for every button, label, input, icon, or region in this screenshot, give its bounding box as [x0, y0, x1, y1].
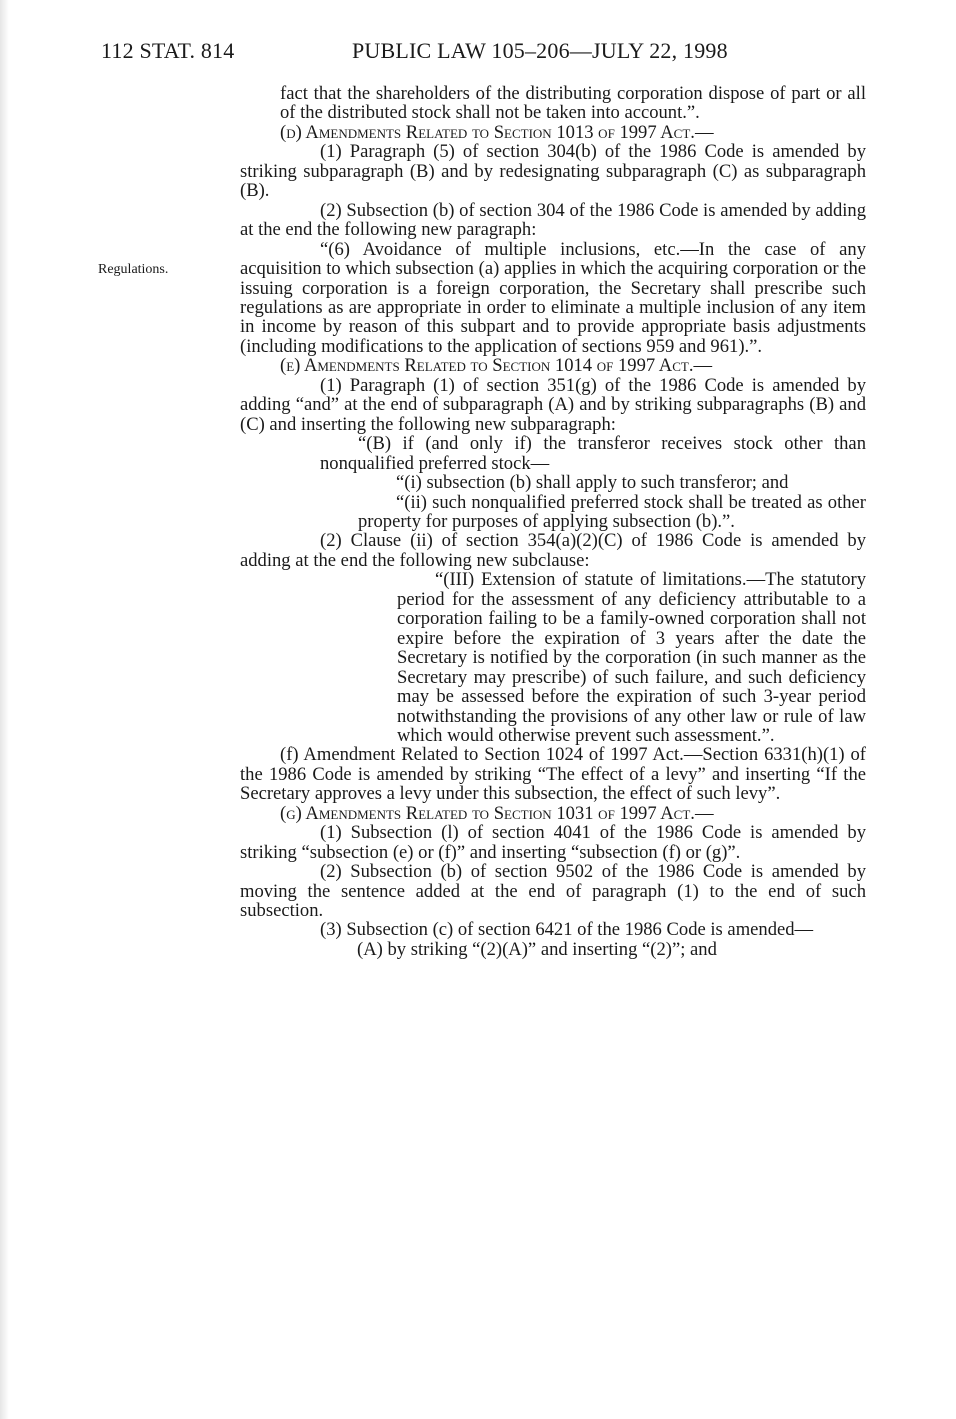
- heading-subsection-g: (g) Amendments Related to Section 1031 of 1997 Act.—: [280, 802, 714, 824]
- quoted-subparagraph-b: “(B) if (and only if) the transferor receives stock other than nonqualified preferred stock—: [320, 433, 866, 474]
- statute-page-number: 112 STAT. 814: [101, 38, 235, 63]
- quoted-subclause-iii: “(III) Extension of statute of limitations.—The statutory period for the assessment of any deficiency attributable to a corporation failing to be a family-owned corporation shall not expire before the expiration of 3 years after the date the Secretary is notified by the corporation (in such manner as the Secretary may prescribe) of such failure, and such deficiency may be assessed before the expiration of such 3-year period notwithstanding the provisions of any other law or rule of law which would otherwise prevent such assessment.”.: [397, 569, 866, 746]
- quoted-clause-i: “(i) subsection (b) shall apply to such transferor; and: [396, 472, 789, 494]
- paragraph-d-1: (1) Paragraph (5) of section 304(b) of the 1986 Code is amended by striking subparagraph (B) and by redesignating subparagraph (C) as subparagraph (B).: [240, 141, 866, 202]
- paragraph-e-1: (1) Paragraph (1) of section 351(g) of the 1986 Code is amended by adding “and” at the end of subparagraph (A) and by striking subparagraphs (B) and (C) and inserting the following new subparagraph:: [240, 374, 866, 435]
- paragraph-g-3: (3) Subsection (c) of section 6421 of the 1986 Code is amended—: [320, 919, 814, 941]
- heading-subsection-d: (d) Amendments Related to Section 1013 of 1997 Act.—: [280, 121, 714, 143]
- running-header: PUBLIC LAW 105–206—JULY 22, 1998: [352, 38, 728, 63]
- paragraph-g-2: (2) Subsection (b) of section 9502 of the 1986 Code is amended by moving the sentence added at the end of paragraph (1) to the end of such subsection.: [240, 861, 866, 922]
- body-text: [240, 84, 866, 959]
- paragraph-g-1: (1) Subsection (l) of section 4041 of the 1986 Code is amended by striking “subsection (e) or (f)” and inserting “subsection (f) or (g)”.: [240, 822, 866, 863]
- paragraph-d-2: (2) Subsection (b) of section 304 of the 1986 Code is amended by adding at the end the following new paragraph:: [240, 199, 866, 241]
- heading-subsection-e: (e) Amendments Related to Section 1014 of 1997 Act.—: [280, 355, 713, 377]
- quoted-paragraph-6: “(6) Avoidance of multiple inclusions, etc.—In the case of any acquisition to which subsection (a) applies in which the acquiring corporation or the issuing corporation is a foreign corporation, the Secretary shall prescribe such regulations as are appropriate in order to eliminate a multiple inclusion of any item in income by reason of this subpart and to provide appropriate basis adjustments (including modifications to the application of sections 959 and 961).”.: [240, 238, 866, 357]
- subparagraph-g-3-a: (A) by striking “(2)(A)” and inserting “(2)”; and: [357, 938, 717, 960]
- paragraph-e-2: (2) Clause (ii) of section 354(a)(2)(C) of 1986 Code is amended by adding at the end the following new subclause:: [240, 530, 866, 571]
- subsection-f: (f) Amendment Related to Section 1024 of 1997 Act.—Section 6331(h)(1) of the 1986 Code is amended by striking “The effect of a levy” and inserting “If the Secretary approves a levy under this subsection, the effect of such levy”.: [240, 744, 866, 805]
- quoted-clause-ii: “(ii) such nonqualified preferred stock shall be treated as other property for purposes of applying subsection (b).”.: [358, 491, 866, 532]
- margin-note-regulations: Regulations.: [98, 262, 169, 277]
- paragraph-quoted-continuation: fact that the shareholders of the distributing corporation dispose of part or all of the distributed stock shall not be taken into account.”.: [280, 83, 866, 124]
- page-spine-shadow: [0, 0, 9, 1419]
